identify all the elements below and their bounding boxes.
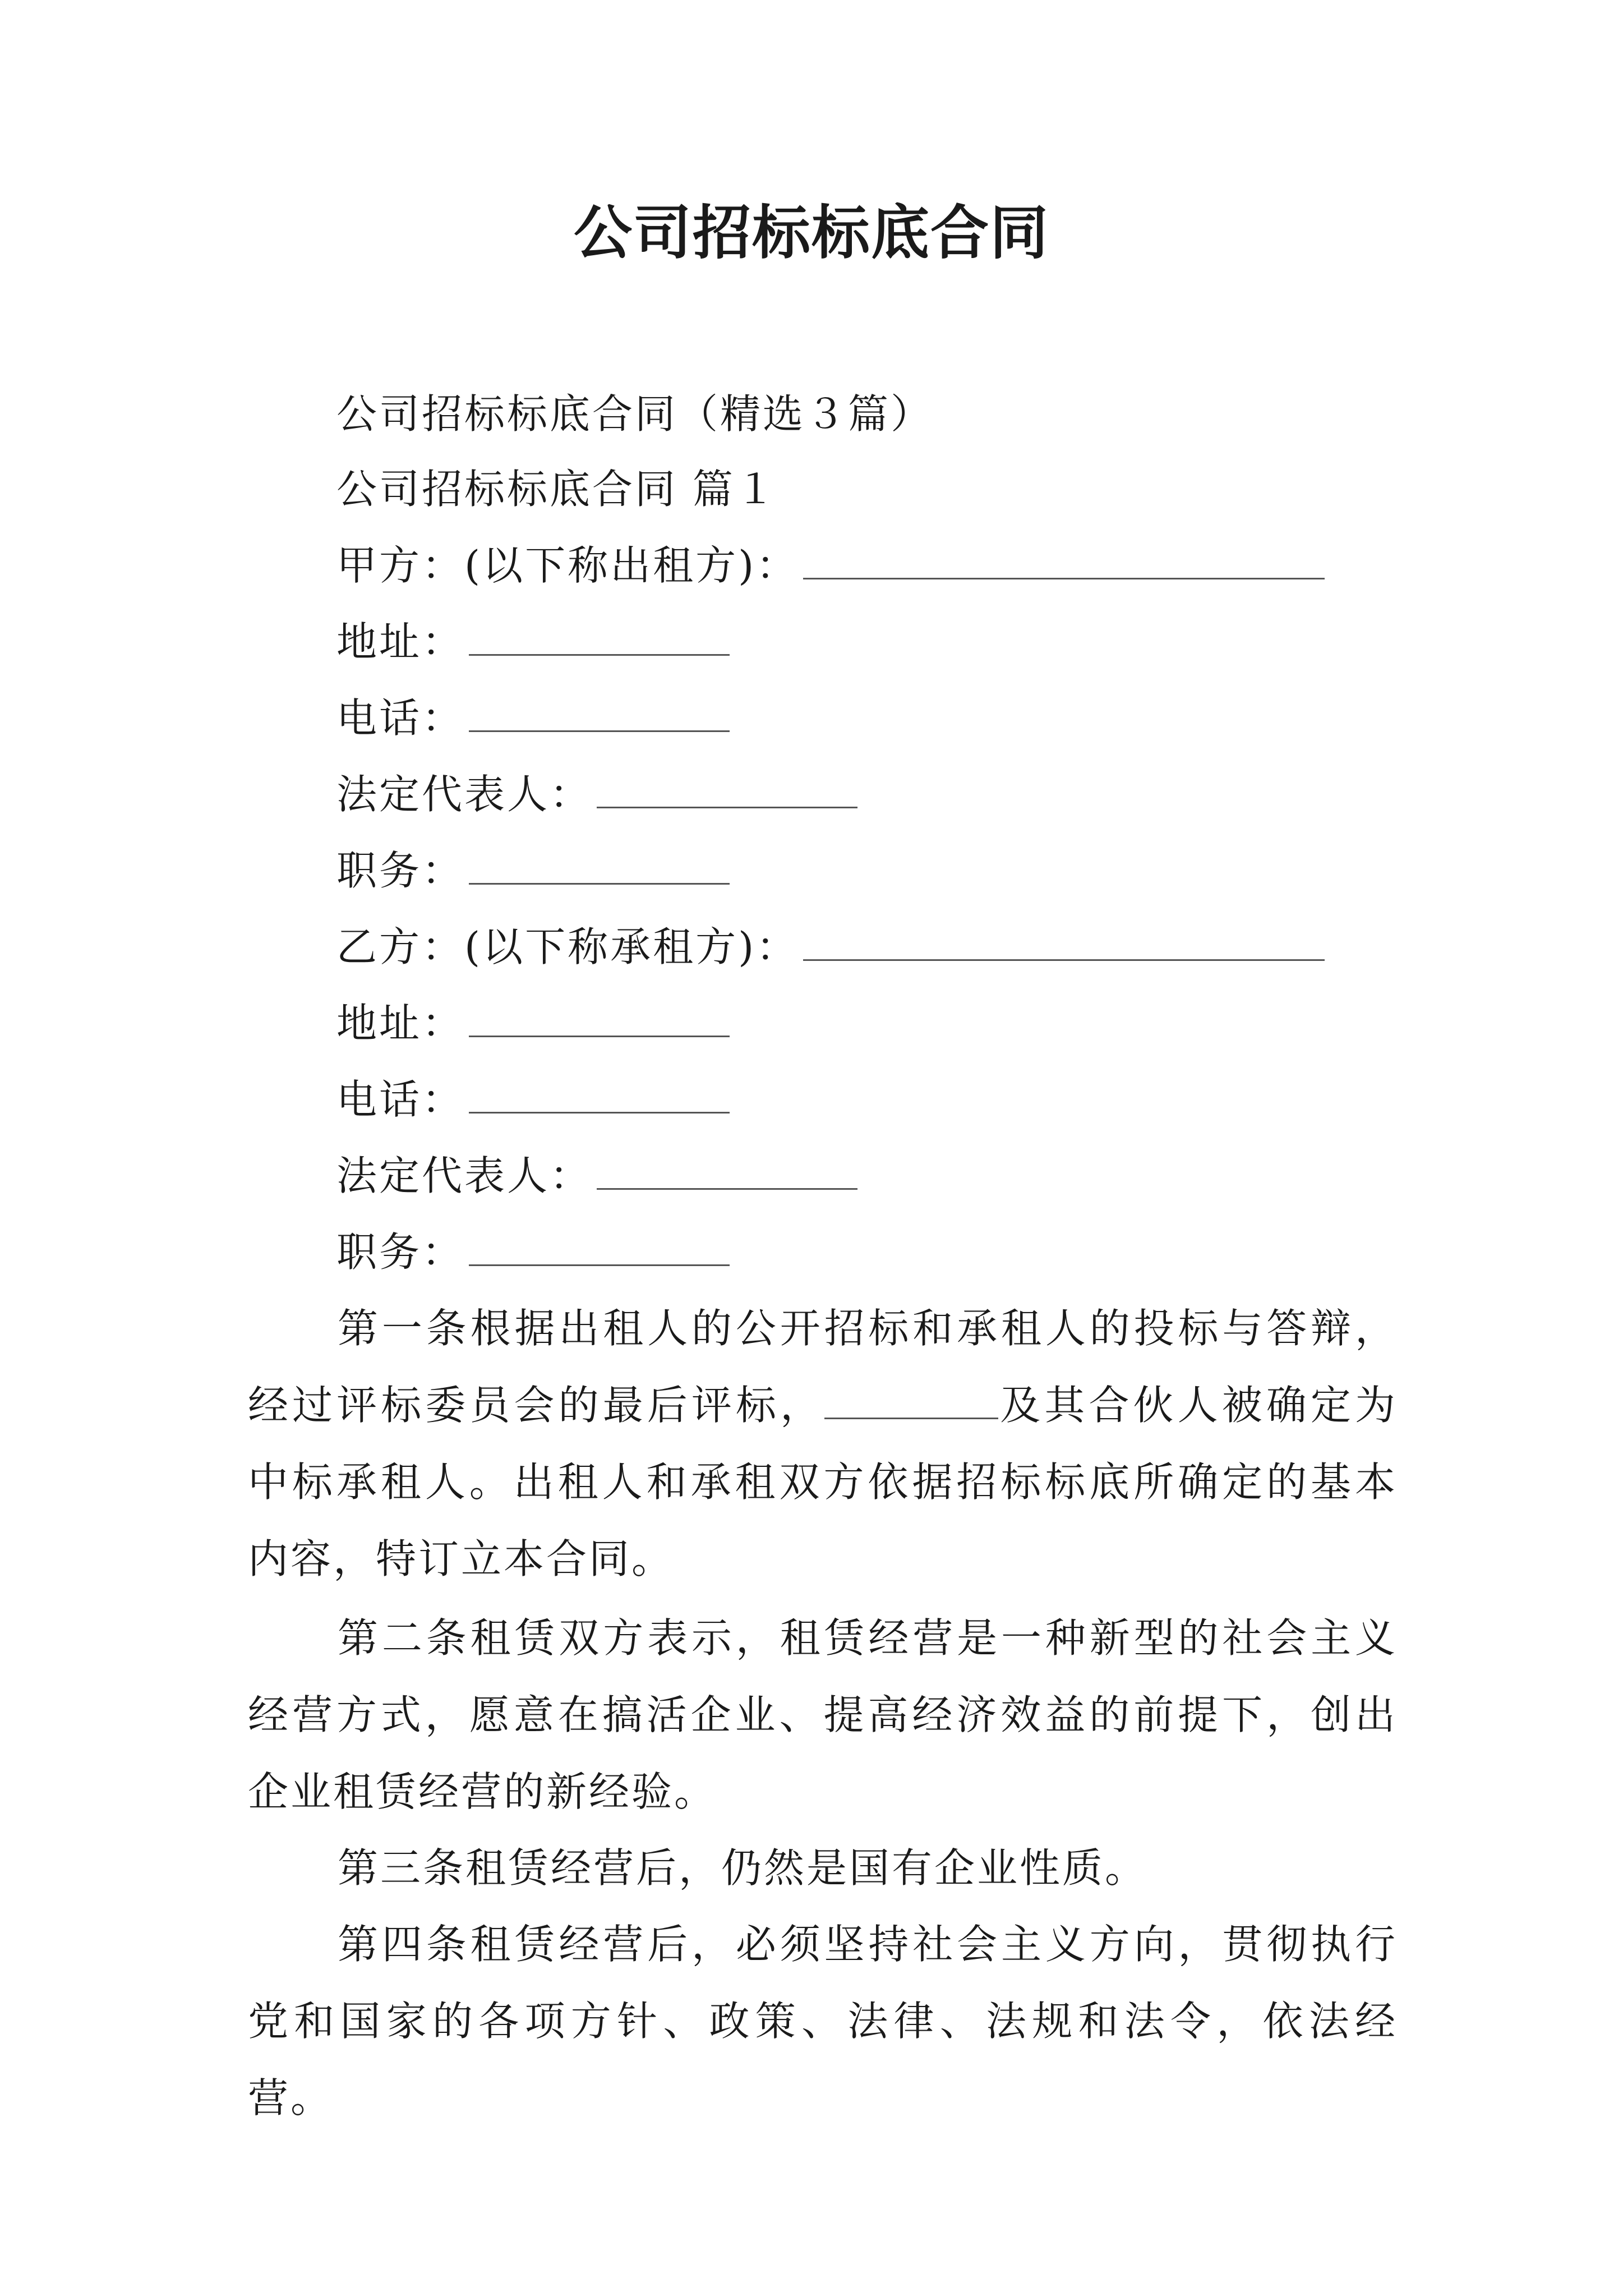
party-b-phone-line: [336, 1071, 730, 1128]
article-4: 第四条租赁经营后，必须坚持社会主义方向，贯彻执行党和国家的各项方针、政策、法律、法规和法令，依法经营。: [248, 1921, 1398, 2122]
party-a-address-blank: [469, 615, 730, 656]
party-a-address-label: 地址：: [336, 618, 465, 665]
article-1: [248, 1290, 1398, 1598]
article-1-blank: [824, 1378, 998, 1419]
article-1-after: 及其合伙人被确定为中标承租人。出租人和承租双方依据招标标底所确定的基本内容，特订立本合同。: [248, 1382, 1398, 1582]
document-subtitle: 公司招标标底合同（精选３篇）: [336, 390, 934, 438]
party-a-legal-rep-blank: [597, 767, 857, 808]
party-a-address-line: [336, 614, 730, 670]
party-a-label: 甲方：(以下称出租方)：: [336, 542, 799, 589]
party-b-address-line: [336, 995, 730, 1051]
party-a-phone-blank: [469, 691, 730, 732]
party-b-position-blank: [469, 1225, 730, 1266]
party-a-phone-label: 电话：: [336, 694, 465, 742]
party-a-phone-line: [336, 690, 730, 746]
party-a-legal-rep-line: [336, 766, 857, 822]
article-2: 第二条租赁双方表示，租赁经营是一种新型的社会主义经营方式，愿意在搞活企业、提高经济效益的前提下，创出企业租赁经营的新经验。: [248, 1614, 1398, 1815]
party-a-line: [336, 537, 1325, 593]
article-3: 第三条租赁经营后，仍然是国有企业性质。: [338, 1844, 1148, 1892]
party-a-blank: [803, 539, 1325, 579]
party-b-legal-rep-blank: [597, 1149, 857, 1190]
party-b-blank: [803, 920, 1325, 961]
party-b-phone-blank: [469, 1073, 730, 1114]
party-a-position-line: [336, 843, 730, 899]
party-b-position-line: [336, 1224, 730, 1280]
party-b-position-label: 职务：: [336, 1228, 465, 1276]
party-b-label: 乙方：(以下称承租方)：: [336, 923, 799, 970]
party-a-position-label: 职务：: [336, 847, 465, 894]
party-b-address-blank: [469, 996, 730, 1037]
party-b-legal-rep-label: 法定代表人：: [336, 1152, 593, 1199]
document-title: 公司招标标底合同: [573, 198, 1049, 267]
party-b-address-label: 地址：: [336, 1000, 465, 1047]
party-a-legal-rep-label: 法定代表人：: [336, 771, 593, 818]
party-b-line: [336, 919, 1325, 975]
article-1-before: 第一条根据出租人的公开招标和承租人的投标与答辩，经过评标委员会的最后评标，: [248, 1305, 1398, 1429]
party-b-phone-label: 电话：: [336, 1076, 465, 1123]
party-b-legal-rep-line: [336, 1148, 857, 1204]
party-a-position-blank: [469, 844, 730, 885]
section-heading: 公司招标标底合同 篇１: [336, 466, 778, 513]
